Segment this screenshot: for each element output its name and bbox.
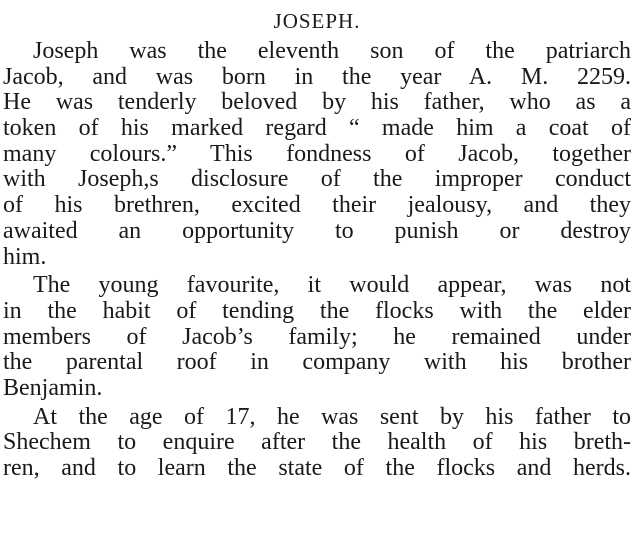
- paragraph: [3, 39, 631, 270]
- text-line: with Joseph,s disclosure of the improper conduct: [3, 166, 631, 193]
- text-line: Benjamin.: [3, 374, 103, 401]
- paragraph: [3, 273, 631, 401]
- text-line: members of Jacob’s family; he remained under: [3, 323, 631, 350]
- text-line: of his brethren, excited their jealousy, and they: [3, 192, 631, 219]
- text-line: the parental roof in company with his brother: [3, 349, 631, 376]
- text-line: Jacob, and was born in the year A. M. 2259.: [3, 63, 631, 90]
- paragraph: [3, 405, 631, 482]
- text-line: awaited an opportunity to punish or destroy: [3, 217, 631, 244]
- text-line: ren, and to learn the state of the flocks and herds.: [3, 455, 631, 481]
- text-line: token of his marked regard “ made him a coat of: [3, 115, 631, 142]
- text-line: him.: [3, 243, 47, 270]
- text-line: Joseph was the eleventh son of the patriarch: [33, 38, 631, 64]
- text-line: He was tenderly beloved by his father, who as a: [3, 89, 631, 116]
- article-body: [3, 39, 631, 482]
- text-line: At the age of 17, he was sent by his father to: [33, 403, 631, 430]
- text-line: many colours.” This fondness of Jacob, together: [3, 140, 631, 167]
- text-line: Shechem to enquire after the health of his breth-: [3, 429, 631, 456]
- text-line: in the habit of tending the flocks with the elder: [3, 297, 631, 324]
- text-line: The young favourite, it would appear, was not: [33, 272, 631, 299]
- article-title: JOSEPH.: [273, 9, 361, 33]
